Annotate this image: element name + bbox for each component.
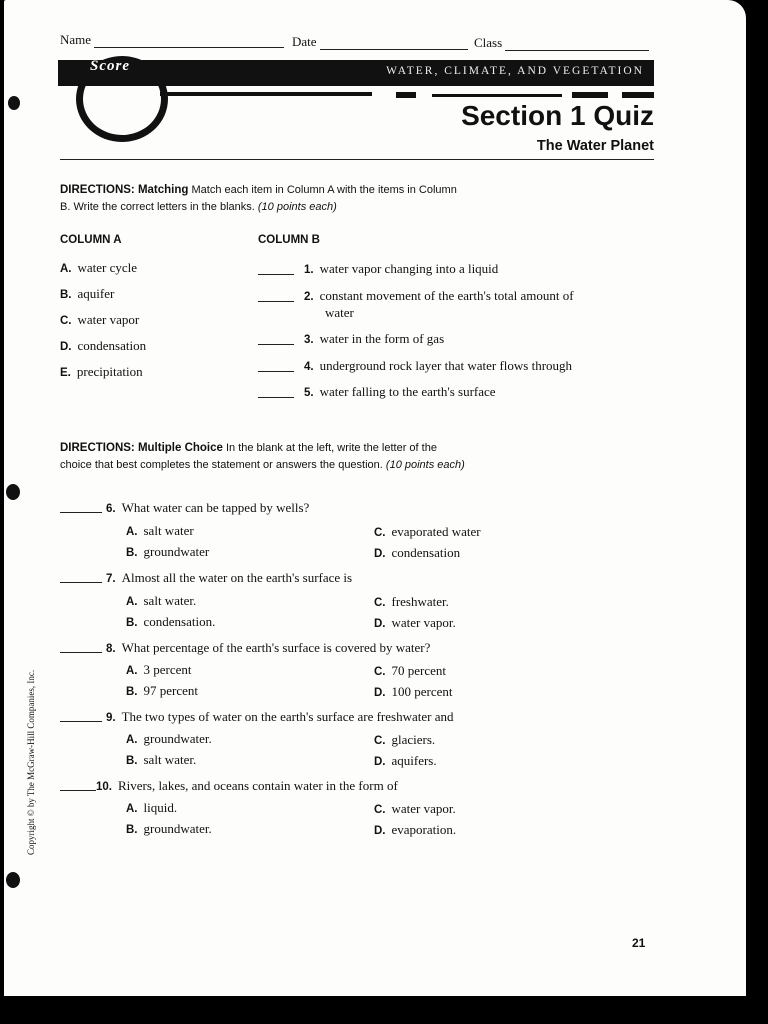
mc-directions-label: DIRECTIONS: Multiple Choice bbox=[60, 442, 223, 454]
option-d: D. aquifers. bbox=[374, 753, 437, 768]
column-b-item: 3. water in the form of gas bbox=[304, 331, 445, 346]
column-b-item: 1. water vapor changing into a liquid bbox=[304, 261, 499, 276]
column-a-item: B. aquifer bbox=[60, 286, 115, 301]
date-label: Date bbox=[292, 34, 317, 49]
name-label: Name bbox=[60, 32, 92, 47]
date-field[interactable] bbox=[292, 34, 468, 50]
matching-directions bbox=[60, 182, 530, 216]
column-a-heading: COLUMN A bbox=[60, 234, 122, 246]
question: 10. Rivers, lakes, and oceans contain water in the form of bbox=[96, 778, 398, 793]
score-label: Score bbox=[90, 58, 130, 74]
class-label: Class bbox=[474, 35, 503, 50]
matching-directions-text-2: B. Write the correct letters in the blanks. bbox=[60, 201, 255, 213]
answer-blank[interactable] bbox=[60, 652, 102, 653]
answer-blank[interactable] bbox=[258, 397, 294, 398]
class-field[interactable] bbox=[474, 35, 649, 51]
option-a: A. salt water. bbox=[126, 593, 197, 608]
option-d: D. condensation bbox=[374, 545, 461, 560]
option-c: C. glaciers. bbox=[374, 732, 436, 747]
option-c: C. evaporated water bbox=[374, 524, 481, 539]
column-a-item: E. precipitation bbox=[60, 364, 143, 379]
mc-directions-text-1: In the blank at the left, write the letter of the bbox=[225, 442, 437, 454]
binder-hole-mark bbox=[8, 96, 20, 110]
copyright-notice: Copyright © by The McGraw-Hill Companies, Inc. bbox=[26, 669, 36, 855]
answer-blank[interactable] bbox=[258, 301, 294, 302]
class-line bbox=[505, 50, 649, 51]
binder-hole-mark bbox=[6, 872, 20, 888]
option-b: B. groundwater bbox=[126, 544, 210, 559]
column-b-item-continuation: water bbox=[325, 305, 354, 320]
matching-points: (10 points each) bbox=[257, 201, 337, 213]
binder-hole-mark bbox=[6, 484, 20, 500]
decorative-dash bbox=[622, 92, 654, 98]
answer-blank[interactable] bbox=[258, 371, 294, 372]
option-d: D. 100 percent bbox=[374, 684, 453, 699]
matching-directions-label: DIRECTIONS: Matching bbox=[60, 184, 189, 196]
option-d: D. evaporation. bbox=[374, 822, 457, 837]
decorative-dash bbox=[396, 92, 416, 98]
answer-blank[interactable] bbox=[60, 582, 102, 583]
question: 8. What percentage of the earth's surface is covered by water? bbox=[106, 640, 431, 655]
question: 9. The two types of water on the earth's surface are freshwater and bbox=[106, 709, 454, 724]
option-c: C. 70 percent bbox=[374, 663, 447, 678]
name-field[interactable] bbox=[60, 32, 284, 48]
question: 7. Almost all the water on the earth's surface is bbox=[106, 570, 353, 585]
column-b-heading: COLUMN B bbox=[258, 234, 320, 246]
page-title: Section 1 Quiz bbox=[461, 100, 654, 131]
mc-points: (10 points each) bbox=[385, 459, 465, 471]
option-c: C. water vapor. bbox=[374, 801, 456, 816]
answer-blank[interactable] bbox=[60, 790, 96, 791]
page-number: 21 bbox=[632, 936, 646, 950]
matching-directions-text-1: Match each item in Column A with the items in Column bbox=[191, 184, 457, 196]
column-b-item: 4. underground rock layer that water flows through bbox=[304, 358, 573, 373]
name-line bbox=[94, 47, 284, 48]
decorative-dash bbox=[160, 92, 372, 96]
page-subtitle: The Water Planet bbox=[536, 138, 654, 154]
title-divider bbox=[60, 159, 654, 160]
chapter-title: WATER, CLIMATE, AND VEGETATION bbox=[386, 65, 644, 77]
multiple-choice-directions bbox=[60, 440, 530, 474]
column-b-item: 5. water falling to the earth's surface bbox=[304, 384, 496, 399]
decorative-dash bbox=[432, 94, 562, 97]
option-a: A. liquid. bbox=[126, 800, 178, 815]
date-line bbox=[320, 49, 468, 50]
column-a-item: C. water vapor bbox=[60, 312, 140, 327]
column-a-item: A. water cycle bbox=[60, 260, 138, 275]
option-b: B. condensation. bbox=[126, 614, 216, 629]
option-a: A. salt water bbox=[126, 523, 194, 538]
option-b: B. groundwater. bbox=[126, 821, 212, 836]
answer-blank[interactable] bbox=[60, 512, 102, 513]
column-b-item: 2. constant movement of the earth's total amount of bbox=[304, 288, 574, 303]
mc-directions-text-2: choice that best completes the statement or answers the question. bbox=[60, 459, 383, 471]
option-c: C. freshwater. bbox=[374, 594, 449, 609]
option-a: A. groundwater. bbox=[126, 731, 212, 746]
option-b: B. 97 percent bbox=[126, 683, 199, 698]
question: 6. What water can be tapped by wells? bbox=[106, 500, 310, 515]
answer-blank[interactable] bbox=[258, 344, 294, 345]
answer-blank[interactable] bbox=[60, 721, 102, 722]
option-a: A. 3 percent bbox=[126, 662, 192, 677]
answer-blank[interactable] bbox=[258, 274, 294, 275]
decorative-dash bbox=[572, 92, 608, 98]
option-b: B. salt water. bbox=[126, 752, 197, 767]
option-d: D. water vapor. bbox=[374, 615, 456, 630]
column-a-item: D. condensation bbox=[60, 338, 147, 353]
